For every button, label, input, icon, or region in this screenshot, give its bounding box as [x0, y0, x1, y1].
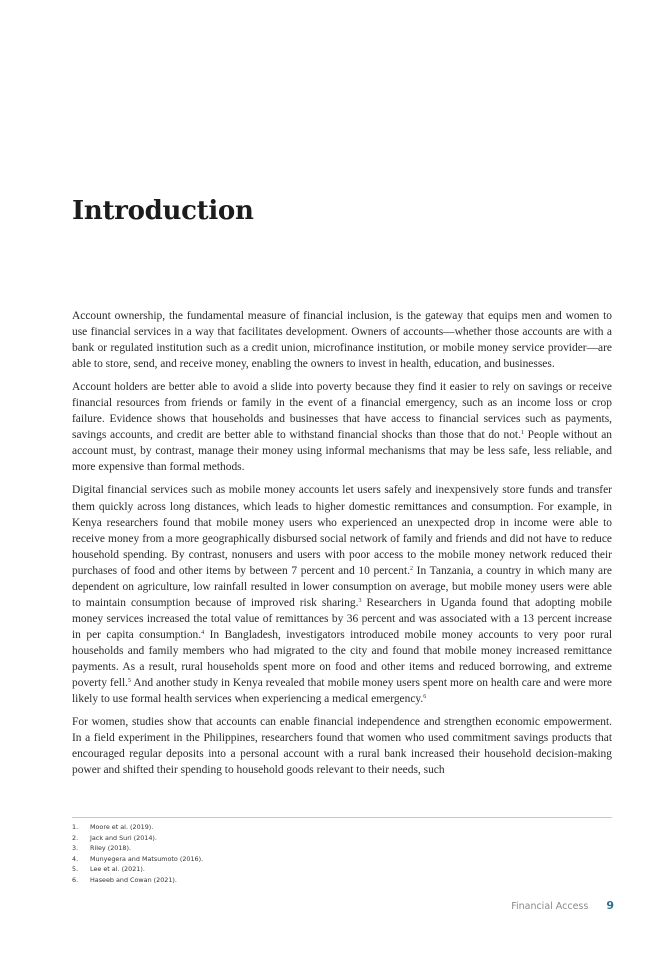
footnote-ref-2[interactable]: 2	[409, 565, 413, 572]
footnote-ref-1[interactable]: 1	[520, 430, 524, 437]
paragraph-2: Account holders are better able to avoid a slide into poverty because they find it easier to rely on savings or receive financial resources from friends or family in the event of a financial emergency, such as an income loss or crop failure. Evidence shows that households and businesses that have access to financial services such as payments, savings accounts, and credit are better able to withstand financial shocks than those that do not.$^1$ People without an account must, by contrast, manage their money using informal mechanisms that may be less safe, less reliable, and more expensive than formal methods.	[72, 381, 612, 474]
footnote-item: 1. Moore et al. (2019).	[72, 823, 154, 831]
footnote-ref-6[interactable]: 6	[423, 694, 427, 701]
paragraph-4: For women, studies show that accounts can enable financial independence and strengthen economic empowerment. In a field experiment in the Philippines, researchers found that women who used commitment savings products that encouraged regular deposits into a personal account with a rural bank increased their household decision-making power and shifted their spending to household goods relevant to their needs, such	[72, 716, 612, 777]
running-head: Financial Access	[511, 901, 589, 912]
footnotes-list	[72, 822, 612, 886]
footnote-ref-3[interactable]: 3	[358, 597, 362, 604]
paragraph-3: Digital financial services such as mobile money accounts let users safely and inexpensively store funds and transfer them quickly across long distances, which leads to higher domestic remittances and consumption. For example, in Kenya researchers found that mobile money users who experienced an unexpected drop in income were able to receive money from a more geographically disbursed social network of family and friends and did not have to reduce household spending. By contrast, nonusers and users with poor access to the mobile money network reduced their purchases of food and other items by between 7 percent and 10 percent.$^2$ In Tanzania, a country in which many are dependent on agriculture, low rainfall resulted in lower consumption on average, but mobile money users were able to maintain consumption because of improved risk sharing.$^3$ Researchers in Uganda found that adopting mobile money services increased the total value of remittances by 36 percent and was associated with a 13 percent increase in per capita consumption.$^4$ In Bangladesh, investigators introduced mobile money accounts to very poor rural households and family members who had migrated to the city and found that mobile money increased remittance payments. As a result, rural households spent more on food and other items and reduced borrowing, and extreme poverty fell.$^5$ And another study in Kenya revealed that mobile money users spent more on health care and were more likely to use formal health services when experiencing a medical emergency.$^6$	[72, 484, 612, 706]
footnote-item: 5. Lee et al. (2021).	[72, 865, 145, 874]
footnote-item: 6. Haseeb and Cowan (2021).	[72, 875, 177, 884]
footnote-item: 4. Munyegera and Matsumoto (2016).	[72, 854, 204, 863]
page-title: Introduction	[72, 196, 254, 226]
page-footer	[511, 899, 614, 912]
footnote-item: 3. Riley (2018).	[72, 844, 132, 853]
body-text	[72, 308, 612, 785]
footnote-item: 2. Jack and Suri (2014).	[72, 833, 157, 842]
footnote-divider	[72, 817, 612, 818]
footnote-ref-5[interactable]: 5	[128, 678, 132, 685]
page-number: 9	[606, 899, 614, 912]
footnote-ref-4[interactable]: 4	[201, 629, 205, 636]
paragraph-1: Account ownership, the fundamental measure of financial inclusion, is the gateway that equips men and women to use financial services in a way that facilitates development. Owners of accounts—whether those accounts are with a bank or regulated institution such as a credit union, microfinance institution, or mobile money service provider—are able to store, send, and receive money, enabling the owners to invest in health, education, and businesses.	[72, 310, 612, 371]
